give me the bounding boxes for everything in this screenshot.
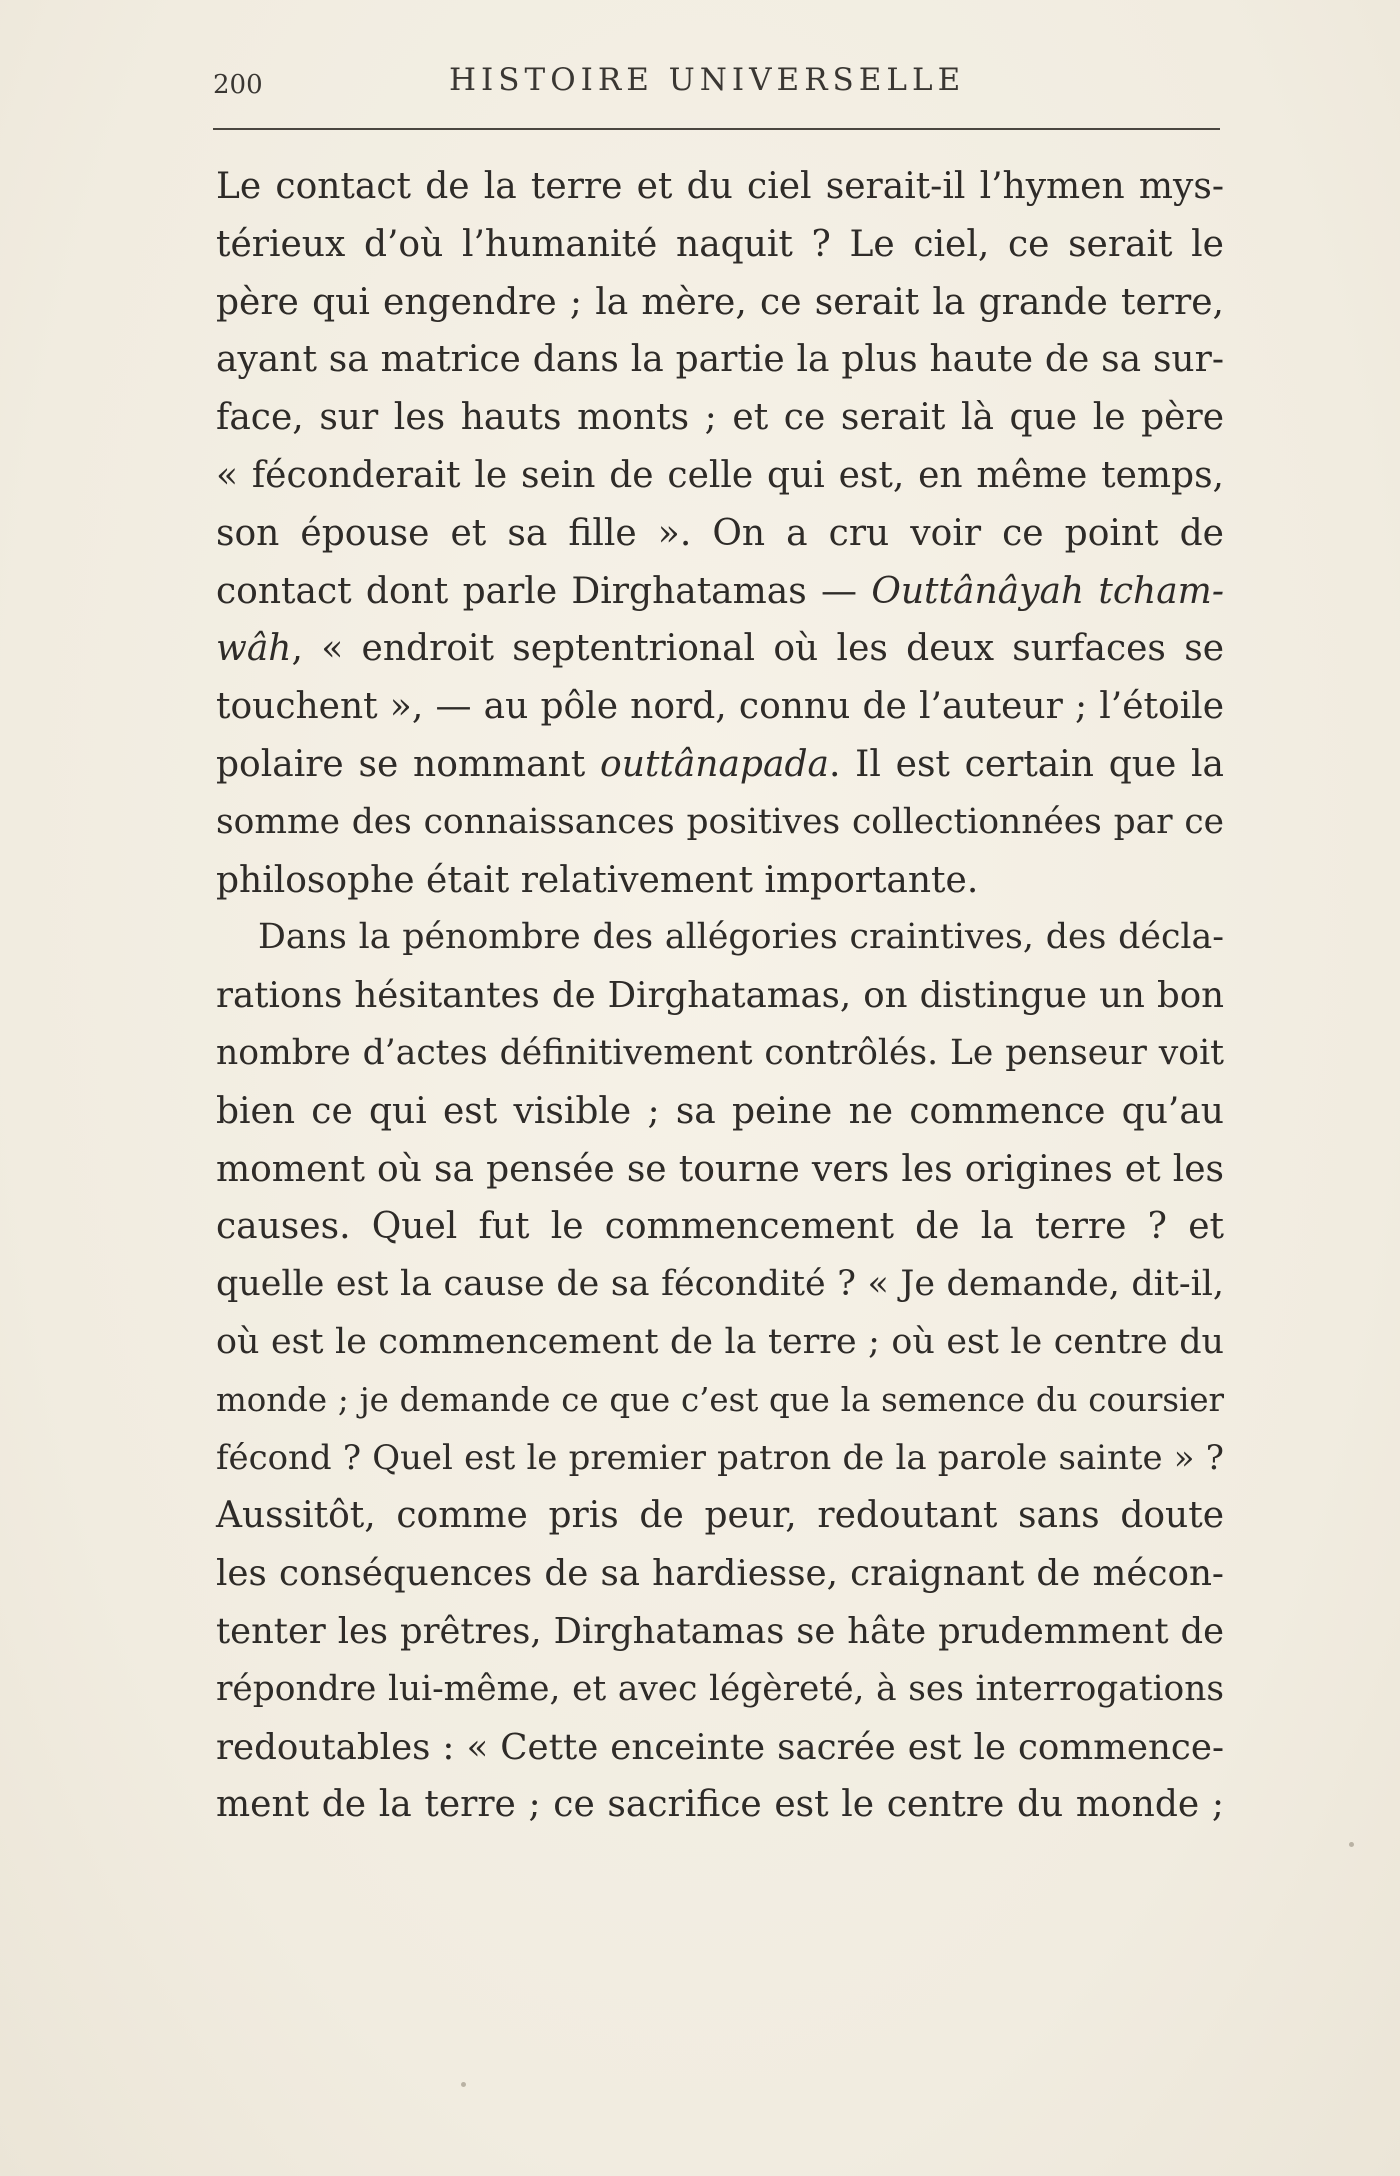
italic-term: outtânapada xyxy=(600,743,829,785)
text-line: face, sur les hauts monts ; et ce serait là que le père xyxy=(216,397,1224,439)
text-line: redoutables : « Cette enceinte sacrée est le commence- xyxy=(216,1726,1224,1768)
text-line: touchent », — au pôle nord, connu de l’auteur ; l’étoile xyxy=(216,686,1224,728)
text-line: Aussitôt, comme pris de peur, redoutant sans doute xyxy=(216,1495,1224,1537)
text-line: fécond ? Quel est le premier patron de la parole sainte » ? xyxy=(216,1438,1224,1478)
page-number: 200 xyxy=(213,70,263,100)
text-line: les conséquences de sa hardiesse, craignant de mécon- xyxy=(216,1553,1224,1595)
text-line: Dans la pénombre des allégories craintives, des décla- xyxy=(258,917,1224,958)
text-line: ayant sa matrice dans la partie la plus haute de sa sur- xyxy=(216,339,1224,381)
text-line: térieux d’où l’humanité naquit ? Le ciel, ce serait le xyxy=(216,223,1224,265)
text-line: répondre lui-même, et avec légèreté, à ses interrogations xyxy=(216,1668,1224,1709)
text-line: nombre d’actes définitivement contrôlés. Le penseur voit xyxy=(216,1032,1224,1073)
text-line: où est le commencement de la terre ; où est le centre du xyxy=(216,1321,1224,1362)
text-line: rations hésitantes de Dirghatamas, on distingue un bon xyxy=(216,975,1224,1017)
text-line: son épouse et sa fille ». On a cru voir ce point de xyxy=(216,512,1224,554)
text-line: wâh, « endroit septentrional où les deux surfaces se xyxy=(216,628,1224,670)
text-line: causes. Quel fut le commencement de la terre ? et xyxy=(216,1206,1224,1248)
paragraph-1 xyxy=(216,158,1224,909)
text-line: tenter les prêtres, Dirghatamas se hâte prudemment de xyxy=(216,1610,1224,1652)
running-header xyxy=(213,62,1220,108)
text-line: contact dont parle Dirghatamas — Outtânâyah tcham- xyxy=(216,570,1224,612)
text-line: Le contact de la terre et du ciel serait-il l’hymen mys- xyxy=(216,166,1224,207)
running-title: HISTOIRE UNIVERSELLE xyxy=(449,62,966,98)
header-rule xyxy=(213,128,1220,130)
paragraph-2 xyxy=(216,909,1224,1834)
paper-speck xyxy=(461,2082,466,2087)
text-line: moment où sa pensée se tourne vers les origines et les xyxy=(216,1148,1224,1190)
text-line: philosophe était relativement importante. xyxy=(216,859,979,901)
text-line: polaire se nommant outtânapada. Il est certain que la xyxy=(216,743,1224,785)
text-line: « féconderait le sein de celle qui est, en même temps, xyxy=(216,454,1224,496)
text-line: monde ; je demande ce que c’est que la semence du coursier xyxy=(216,1380,1224,1419)
paper-speck xyxy=(1349,1842,1354,1847)
italic-term: wâh xyxy=(216,628,292,670)
text-line: père qui engendre ; la mère, ce serait la grande terre, xyxy=(216,281,1224,323)
text-line: quelle est la cause de sa fécondité ? « Je demande, dit-il, xyxy=(216,1264,1224,1305)
text-line: ment de la terre ; ce sacrifice est le centre du monde ; xyxy=(216,1784,1224,1826)
italic-term: Outtânâyah tcham- xyxy=(871,570,1224,612)
text-line: bien ce qui est visible ; sa peine ne commence qu’au xyxy=(216,1090,1224,1132)
body-text xyxy=(216,158,1224,1834)
text-line: somme des connaissances positives collectionnées par ce xyxy=(216,801,1224,842)
